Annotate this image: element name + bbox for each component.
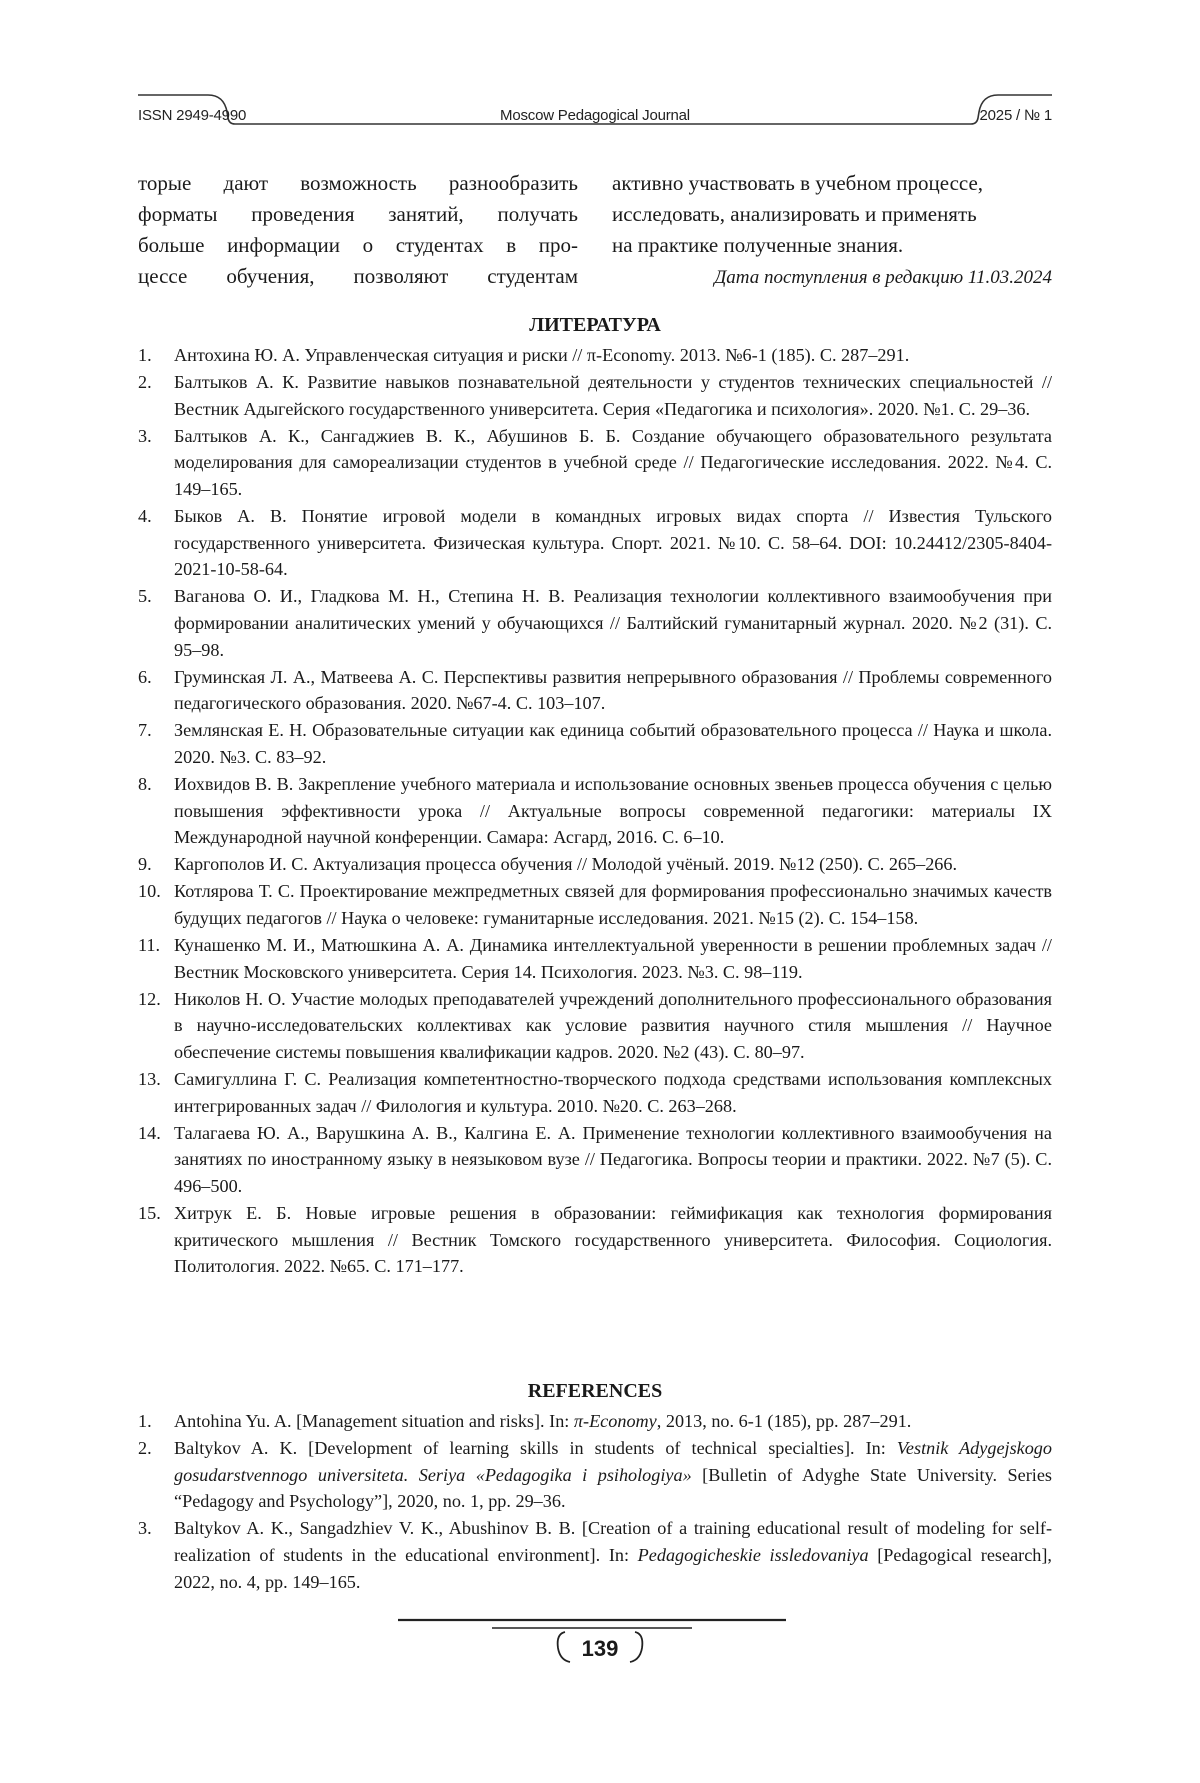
reference-item [138,1515,1052,1595]
item-text: Baltykov A. K. [Development of learning skills in students of technical specialties]. In: [174,1438,897,1458]
item-number: 12. [138,986,161,1013]
item-text: Baltykov A. K., Sangadzhiev V. K., Abushinov B. B. [Creation of a training educational result of modeling for self-realization of students in the educational environment]. In: [174,1518,1052,1565]
item-text: Антохина Ю. А. Управленческая ситуация и риски // π-Economy. 2013. №6-1 (185). С. 287–291. [174,345,909,365]
references-heading: REFERENCES [138,1380,1052,1403]
text-line: форматы проведения занятий, получать [138,199,578,230]
item-text: Иохвидов В. В. Закрепление учебного материала и использование основных звеньев процесса обучения с целью повышения эффективности урока // Актуальные вопросы современной педагогики: материалы IX Международной научной конференции. Самара: Асгард, 2016. С. 6–10. [174,774,1052,847]
literature-item [138,369,1052,422]
item-number: 2. [138,369,152,396]
item-text: Балтыков А. К. Развитие навыков познавательной деятельности у студентов технических специальностей // Вестник Адыгейского государственного университета. Серия «Педагогика и психология». 2020. №1. С. 29–36. [174,372,1052,419]
reference-item [138,1408,1052,1435]
literature-item [138,986,1052,1066]
item-number: 4. [138,503,152,530]
item-number: 11. [138,932,160,959]
text-line: торые дают возможность разнообразить [138,168,578,199]
item-number: 3. [138,423,152,450]
item-text: Николов Н. О. Участие молодых преподавателей учреждений дополнительного профессионального образования в научно-исследовательских коллективах как условие развития научного стиля мышления // Научное обеспечение системы повышения квалификации кадров. 2020. №2 (43). С. 80–97. [174,989,1052,1062]
literature-item [138,342,1052,369]
item-text: Antohina Yu. A. [Management situation and risks]. In: [174,1411,574,1431]
literature-item [138,1120,1052,1200]
item-text: Кунашенко М. И., Матюшкина А. А. Динамика интеллектуальной уверенности в решении проблемных задач // Вестник Московского университета. Серия 14. Психология. 2023. №3. С. 98–119. [174,935,1052,982]
item-text: Груминская Л. А., Матвеева А. С. Перспективы развития непрерывного образования // Проблемы современного педагогического образования. 2020. №67-4. С. 103–107. [174,667,1052,714]
item-number: 13. [138,1066,161,1093]
item-text: Ваганова О. И., Гладкова М. Н., Степина Н. В. Реализация технологии коллективного взаимообучения при формировании аналитических умений у обучающихся // Балтийский гуманитарный журнал. 2020. №2 (31). С. 95–98. [174,586,1052,659]
reference-item [138,1435,1052,1515]
item-number: 8. [138,771,152,798]
item-text: Котлярова Т. С. Проектирование межпредметных связей для формирования профессионально значимых качеств будущих педагогов // Наука о человеке: гуманитарные исследования. 2021. №15 (2). С. 154–158. [174,881,1052,928]
literature-item [138,1066,1052,1119]
item-text: Самигуллина Г. С. Реализация компетентностно-творческого подхода средствами использования комплексных интегрированных задач // Филология и культура. 2010. №20. С. 263–268. [174,1069,1052,1116]
item-number: 1. [138,342,152,369]
item-text: Талагаева Ю. А., Варушкина А. В., Калгина Е. А. Применение технологии коллективного взаимообучения на занятиях по иностранному языку в неязыковом вузе // Педагогика. Вопросы теории и практики. 2022. №7 (5). С. 496–500. [174,1123,1052,1196]
item-text-tail: [Pedagogical research], 2022, no. 4, pp. 149–165. [174,1545,1052,1592]
literature-item [138,851,1052,878]
item-number: 6. [138,664,152,691]
literature-item [138,1200,1052,1280]
item-source-title: π-Economy [574,1411,657,1431]
literature-item [138,717,1052,770]
item-source-title: Pedagogicheskie issledovaniya [638,1545,869,1565]
text-line: цессе обучения, позволяют студентам [138,261,578,292]
item-text: Землянская Е. Н. Образовательные ситуации как единица событий образовательного процесса // Наука и школа. 2020. №3. С. 83–92. [174,720,1052,767]
item-source-title: Vestnik Adygejskogo gosudarstvennogo universiteta. Seriya «Pedagogika i psihologiya» [174,1438,1052,1485]
item-number: 2. [138,1435,152,1462]
item-number: 3. [138,1515,152,1542]
item-text: Хитрук Е. Б. Новые игровые решения в образовании: геймификация как технология формирования критического мышления // Вестник Томского государственного университета. Философия. Социология. Политология. 2022. №65. С. 171–177. [174,1203,1052,1276]
text-line: исследовать, анализировать и применять [612,199,1052,230]
references-list [138,1408,1052,1596]
literature-item [138,932,1052,985]
text-line: активно участвовать в учебном процессе, [612,168,1052,199]
literature-list [138,342,1052,1280]
issn-label: ISSN 2949-4990 [138,107,246,124]
literature-item [138,878,1052,931]
journal-title: Moscow Pedagogical Journal [138,107,1052,124]
literature-item [138,503,1052,583]
literature-heading: ЛИТЕРАТУРА [138,314,1052,337]
item-number: 1. [138,1408,152,1435]
literature-item [138,664,1052,717]
item-text-tail: , 2013, no. 6-1 (185), pp. 287–291. [657,1411,912,1431]
item-number: 10. [138,878,161,905]
item-text: Быков А. В. Понятие игровой модели в командных игровых видах спорта // Известия Тульского государственного университета. Физическая культура. Спорт. 2021. №10. С. 58–64. DOI: 10.24412/2305-8404-2021-10-58-64. [174,506,1052,579]
running-header [138,90,1052,130]
item-text-tail: [Bulletin of Adyghe State University. Series “Pedagogy and Psychology”], 2020, no. 1, pp. 29–36. [174,1465,1052,1512]
page-footer [0,1618,1200,1678]
right-column-text [612,168,1052,293]
item-number: 14. [138,1120,161,1147]
item-number: 7. [138,717,152,744]
literature-item [138,583,1052,663]
item-number: 9. [138,851,152,878]
item-number: 5. [138,583,152,610]
issue-label: 2025 / № 1 [980,107,1052,124]
text-line: больше информации о студентах в про- [138,230,578,261]
page-number: 139 [560,1636,640,1662]
text-line: на практике полученные знания. [612,230,1052,261]
left-column-text [138,168,578,292]
item-text: Балтыков А. К., Сангаджиев В. К., Абушинов Б. Б. Создание обучающего образовательного результата моделирования для самореализации студентов в учебной среде // Педагогические исследования. 2022. №4. С. 149–165. [174,426,1052,499]
item-text: Каргополов И. С. Актуализация процесса обучения // Молодой учёный. 2019. №12 (250). С. 265–266. [174,854,957,874]
received-date: Дата поступления в редакцию 11.03.2024 [612,262,1052,293]
literature-item [138,771,1052,851]
literature-item [138,423,1052,503]
item-number: 15. [138,1200,161,1227]
